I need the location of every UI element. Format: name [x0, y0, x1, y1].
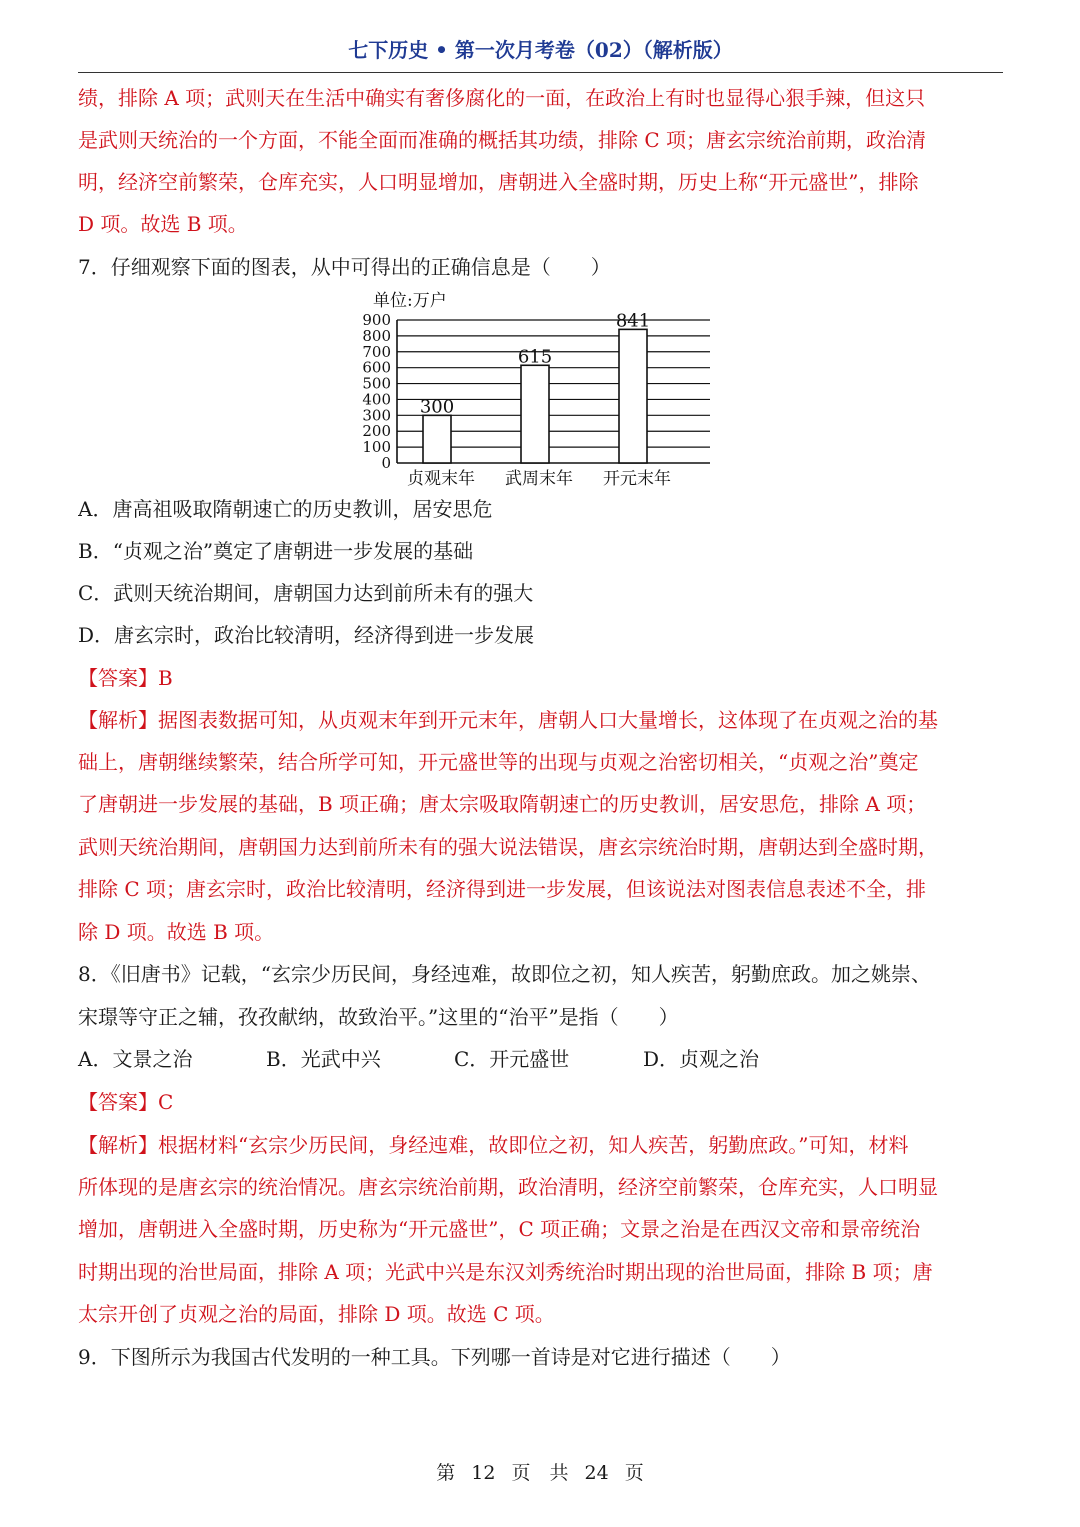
y-tick-label: 700 [362, 342, 391, 361]
q7-analysis-line: 武则天统治期间，唐朝国力达到前所未有的强大说法错误，唐玄宗统治时期，唐朝达到全盛时期， [78, 835, 938, 859]
footer-suffix: 页 [624, 1462, 644, 1484]
q8-option-a: A．文景之治 [78, 1047, 193, 1071]
question-8-cont: 宋璟等守正之辅，孜孜献纳，故致治平。”这里的“治平”是指（ ） [78, 1005, 679, 1029]
page-number: 12 [471, 1462, 496, 1484]
q7-option-c: C．武则天统治期间，唐朝国力达到前所未有的强大 [78, 581, 534, 605]
footer-mid: 页 共 [511, 1462, 569, 1484]
q8-analysis-line: 增加，唐朝进入全盛时期，历史称为“开元盛世”，C 项正确；文景之治是在西汉文帝和景帝统治 [78, 1217, 921, 1241]
bar-data-label: 615 [517, 346, 553, 368]
y-tick-label: 0 [381, 454, 391, 472]
document-title: 七下历史 • 第一次月考卷（02）（解析版） [348, 38, 733, 62]
y-tick-label: 800 [362, 326, 391, 345]
y-tick-label: 500 [362, 374, 391, 393]
bar-data-label: 300 [419, 396, 455, 418]
q7-analysis-line: 排除 C 项；唐玄宗时，政治比较清明，经济得到进一步发展，但该说法对图表信息表述不全，排 [78, 877, 927, 901]
page-total: 24 [584, 1462, 609, 1484]
q8-option-b: B．光武中兴 [266, 1047, 381, 1071]
q7-option-d: D．唐玄宗时，政治比较清明，经济得到进一步发展 [78, 623, 535, 647]
x-category-label: 贞观末年 [407, 469, 475, 489]
answer-value: C [158, 1090, 174, 1114]
footer-prefix: 第 [436, 1462, 456, 1484]
q8-analysis-line: 【解析】根据材料“玄宗少历民间，身经迍难，故即位之初，知人疾苦，躬勤庶政。”可知，材料 [78, 1133, 909, 1157]
q7-answer [78, 657, 1008, 699]
chart-bar [423, 415, 451, 463]
x-category-label: 开元末年 [603, 469, 671, 489]
chart-bar [619, 329, 647, 463]
chart-unit-label: 单位:万户 [373, 291, 447, 311]
answer-tag: 【答案】 [78, 666, 158, 690]
question-8: 8．《旧唐书》记载，“玄宗少历民间，身经迍难，故即位之初，知人疾苦，躬勤庶政。加之姚崇、 [78, 962, 931, 986]
q8-analysis-line: 所体现的是唐玄宗的统治情况。唐玄宗统治前期，政治清明，经济空前繁荣，仓库充实，人口明显 [78, 1175, 938, 1199]
q8-analysis-line: 太宗开创了贞观之治的局面，排除 D 项。故选 C 项。 [78, 1302, 555, 1326]
q8-option-c: C．开元盛世 [454, 1047, 570, 1071]
q7-analysis-line: 除 D 项。故选 B 项。 [78, 920, 275, 944]
bar-data-label: 841 [615, 310, 651, 332]
q8-analysis-line: 时期出现的治世局面，排除 A 项；光武中兴是东汉刘秀统治时期出现的治世局面，排除 B 项；唐 [78, 1260, 933, 1284]
question-7: 7．仔细观察下面的图表，从中可得出的正确信息是（ ） [78, 255, 611, 279]
q8-answer [78, 1081, 1008, 1123]
x-category-label: 武周末年 [505, 469, 573, 489]
y-tick-label: 200 [362, 422, 391, 441]
question-9: 9．下图所示为我国古代发明的一种工具。下列哪一首诗是对它进行描述（ ） [78, 1345, 791, 1369]
analysis-line: 绩，排除 A 项；武则天在生活中确实有奢侈腐化的一面，在政治上有时也显得心狠手辣，但这只 [78, 86, 926, 110]
answer-tag: 【答案】 [78, 1090, 158, 1114]
q7-analysis-line: 础上，唐朝继续繁荣，结合所学可知，开元盛世等的出现与贞观之治密切相关，“贞观之治”奠定 [78, 750, 919, 774]
analysis-line: 明，经济空前繁荣，仓库充实，人口明显增加，唐朝进入全盛时期，历史上称“开元盛世”，排除 [78, 170, 919, 194]
chart-bar [521, 365, 549, 463]
y-tick-label: 100 [362, 438, 391, 457]
analysis-tag: 【解析】 [78, 708, 158, 732]
population-bar-chart [355, 286, 725, 491]
answer-value: B [158, 666, 173, 690]
analysis-line: D 项。故选 B 项。 [78, 212, 248, 236]
y-tick-label: 300 [362, 406, 391, 425]
page-footer [0, 1458, 1080, 1485]
y-tick-label: 900 [362, 311, 391, 329]
page-header [78, 28, 1003, 73]
analysis-tag: 【解析】 [78, 1133, 158, 1157]
analysis-line: 是武则天统治的一个方面，不能全面而准确的概括其功绩，排除 C 项；唐玄宗统治前期，政治清 [78, 128, 927, 152]
y-tick-label: 400 [362, 390, 391, 409]
q7-option-a: A．唐高祖吸取隋朝速亡的历史教训，居安思危 [78, 497, 493, 521]
y-tick-label: 600 [362, 358, 391, 377]
q8-option-d: D．贞观之治 [643, 1047, 760, 1071]
q7-analysis-line: 【解析】据图表数据可知，从贞观末年到开元末年，唐朝人口大量增长，这体现了在贞观之治的基 [78, 708, 938, 732]
q7-option-b: B．“贞观之治”奠定了唐朝进一步发展的基础 [78, 539, 474, 563]
q7-analysis-line: 了唐朝进一步发展的基础，B 项正确；唐太宗吸取隋朝速亡的历史教训，居安思危，排除 A 项； [78, 792, 927, 816]
